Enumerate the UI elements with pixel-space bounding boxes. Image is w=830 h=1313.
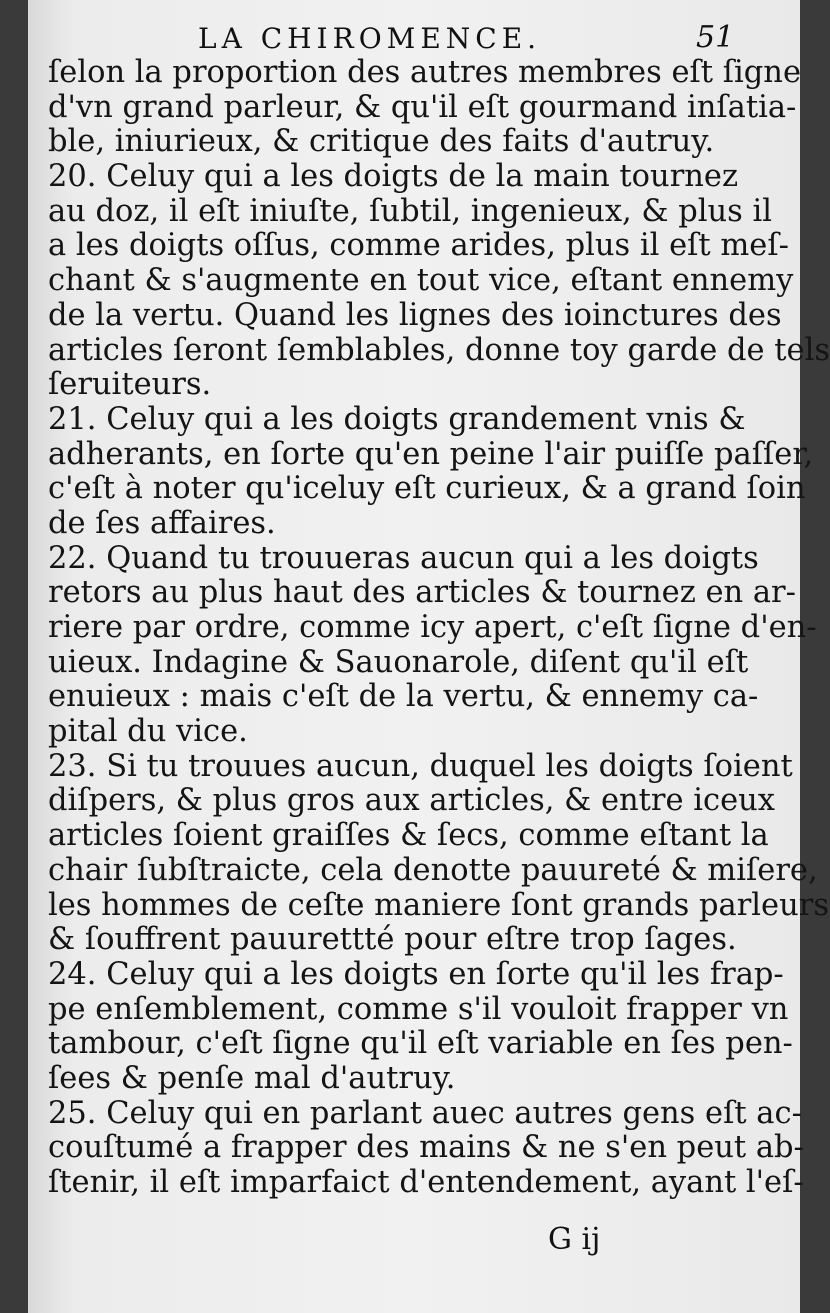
text-line: 24. Celuy qui a les doigts en ſorte qu'il les frap- xyxy=(48,956,784,992)
text-line: pital du vice. xyxy=(48,714,248,750)
text-line: d'vn grand parleur, & qu'il eſt gourmand inſatia- xyxy=(48,89,797,125)
signature-mark: G ij xyxy=(548,1222,601,1257)
text-line: riere par ordre, comme icy apert, c'eſt ſigne d'en- xyxy=(48,610,817,645)
text-line: & ſouffrent pauurettté pour eſtre trop ſages. xyxy=(48,922,737,958)
text-line: ble, iniurieux, & critique des faits d'autruy. xyxy=(48,124,715,160)
text-line: tambour, c'eſt ſigne qu'il eſt variable en ſes pen- xyxy=(48,1026,793,1062)
text-line: 22. Quand tu trouueras aucun qui a les doigts xyxy=(48,540,759,576)
text-line: 20. Celuy qui a les doigts de la main tournez xyxy=(48,159,739,195)
text-line: chant & s'augmente en tout vice, eſtant ennemy xyxy=(48,263,794,299)
text-line: ſees & penſe mal d'autruy. xyxy=(48,1060,456,1096)
text-line: retors au plus haut des articles & tournez en ar- xyxy=(48,575,796,611)
text-line: de ſes affaires. xyxy=(48,505,276,541)
text-line: 21. Celuy qui a les doigts grandement vnis & xyxy=(48,401,746,437)
text-line: couſtumé a frapper des mains & ne s'en peut ab- xyxy=(48,1130,804,1166)
text-line: ſelon la proportion des autres membres eſt ſigne xyxy=(48,55,801,90)
book-page xyxy=(28,0,830,1313)
text-line: diſpers, & plus gros aux articles, & entre iceux xyxy=(48,783,775,819)
text-line: a les doigts oſſus, comme arides, plus il eſt meſ- xyxy=(48,228,789,264)
text-line: c'eſt à noter qu'iceluy eſt curieux, & a grand ſoin xyxy=(48,471,806,507)
running-title: LA CHIROMENCE. xyxy=(198,22,542,55)
text-line: ſtenir, il eſt imparfaict d'entendement, ayant l'eſ- xyxy=(48,1165,804,1200)
text-line: ſeruiteurs. xyxy=(48,367,212,403)
text-line: chair ſubſtraicte, cela denotte pauureté & miſere, xyxy=(48,852,818,888)
text-line: adherants, en ſorte qu'en peine l'air puiſſe paſſer, xyxy=(48,436,814,472)
text-line: articles ſoient graiſſes & ſecs, comme eſtant la xyxy=(48,818,769,854)
body-text xyxy=(48,55,830,1201)
text-line: pe enſemblement, comme s'il vouloit frapper vn xyxy=(48,991,789,1027)
text-line: uieux. Indagine & Sauonarole, diſent qu'il eſt xyxy=(48,644,749,680)
text-line: enuieux : mais c'eſt de la vertu, & ennemy ca- xyxy=(48,679,759,715)
text-line: au doz, il eſt iniuſte, ſubtil, ingenieux, & plus il xyxy=(48,193,773,229)
text-line: articles ſeront ſemblables, donne toy garde de tels xyxy=(48,332,830,368)
text-line: 23. Si tu trouues aucun, duquel les doigts ſoient xyxy=(48,748,793,784)
text-line: les hommes de ceſte maniere ſont grands parleurs xyxy=(48,887,829,923)
text-line: 25. Celuy qui en parlant auec autres gens eſt ac- xyxy=(48,1095,802,1131)
page-number: 51 xyxy=(696,20,735,55)
text-line: de la vertu. Quand les lignes des ioinctures des xyxy=(48,297,782,333)
